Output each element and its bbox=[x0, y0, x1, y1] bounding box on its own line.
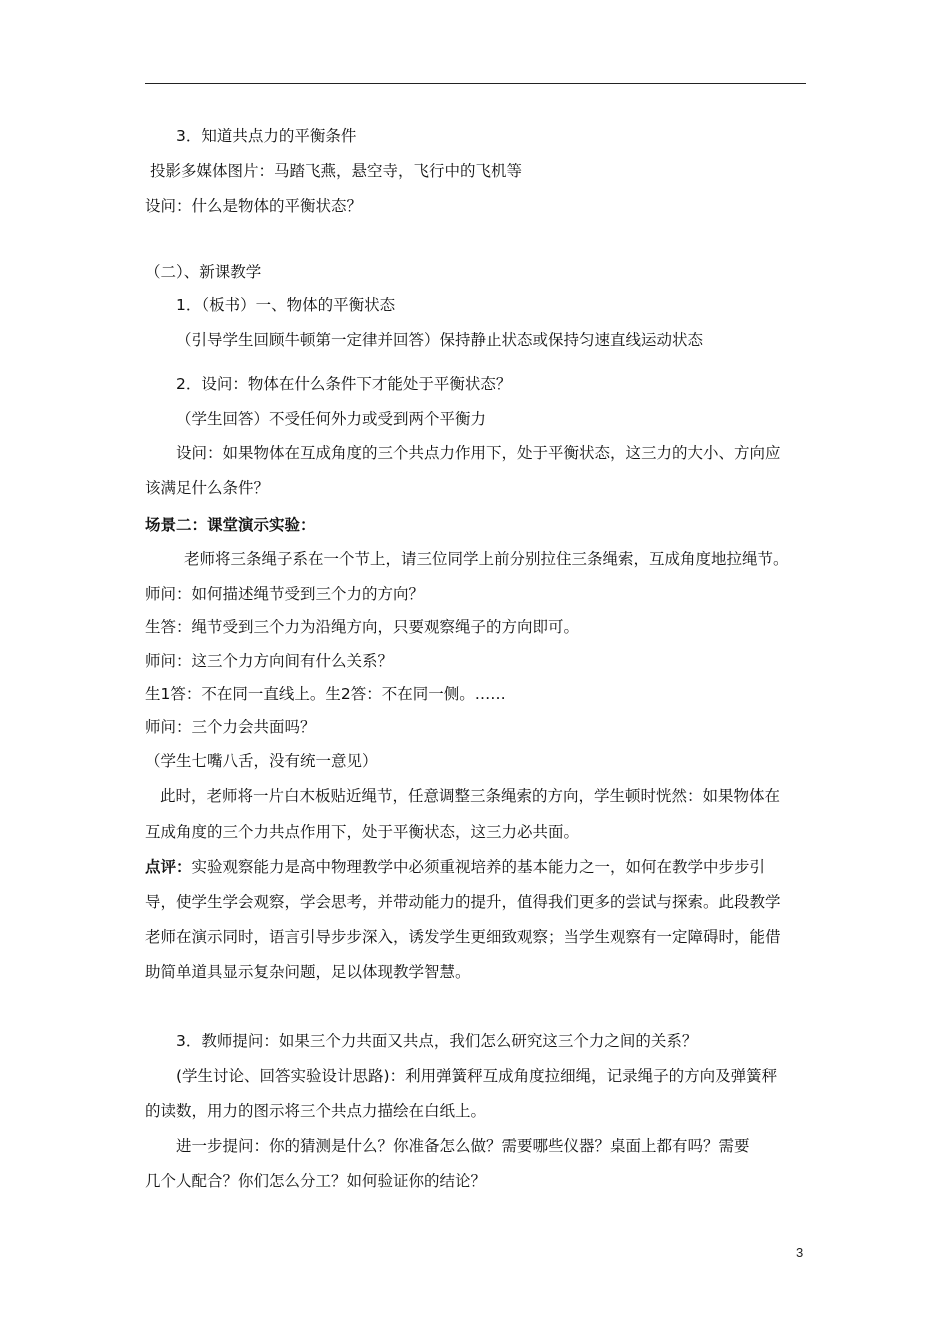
text-line: (学生讨论、回答实验设计思路)：利用弹簧秤互成角度拉细绳，记录绳子的方向及弹簧秤 bbox=[176, 1067, 778, 1085]
text-line: 进一步提问：你的猜测是什么？你准备怎么做？需要哪些仪器？桌面上都有吗？需要 bbox=[176, 1137, 750, 1155]
header-rule bbox=[145, 83, 806, 84]
dialog-line: （学生七嘴八舌，没有统一意见） bbox=[145, 752, 378, 770]
section-heading: （二）、新课教学 bbox=[145, 263, 262, 281]
comment-label: 点评： bbox=[145, 858, 192, 876]
text-line: 的读数，用力的图示将三个共点力描绘在白纸上。 bbox=[145, 1102, 487, 1120]
text-line: 1．（板书）一、物体的平衡状态 bbox=[176, 296, 396, 314]
page-number: 3 bbox=[796, 1245, 804, 1260]
text-line: 老师将三条绳子系在一个节上，请三位同学上前分别拉住三条绳索，互成角度地拉绳节。 bbox=[184, 550, 789, 568]
text-line: 该满足什么条件？ bbox=[145, 479, 270, 497]
text-line: 几个人配合？你们怎么分工？如何验证你的结论？ bbox=[145, 1172, 487, 1190]
text-line: 设问：如果物体在互成角度的三个共点力作用下，处于平衡状态，这三力的大小、方向应 bbox=[176, 444, 781, 462]
text-line: 老师在演示同时，语言引导步步深入，诱发学生更细致观察；当学生观察有一定障碍时，能借 bbox=[145, 928, 781, 946]
text-line: 3．教师提问：如果三个力共面又共点，我们怎么研究这三个力之间的关系？ bbox=[176, 1032, 698, 1050]
text-line: 设问：什么是物体的平衡状态？ bbox=[145, 197, 363, 215]
text-line: （学生回答）不受任何外力或受到两个平衡力 bbox=[176, 410, 487, 428]
dialog-line: 师问：三个力会共面吗？ bbox=[145, 718, 316, 736]
text-line: 投影多媒体图片：马踏飞燕，悬空寺，飞行中的飞机等 bbox=[150, 162, 523, 180]
dialog-line: 师问：这三个力方向间有什么关系？ bbox=[145, 652, 394, 670]
text-line: （引导学生回顾牛顿第一定律并回答）保持静止状态或保持匀速直线运动状态 bbox=[176, 331, 704, 349]
comment-text: 实验观察能力是高中物理教学中必须重视培养的基本能力之一，如何在教学中步步引 bbox=[191, 858, 766, 876]
text-line: 2．设问：物体在什么条件下才能处于平衡状态？ bbox=[176, 375, 512, 393]
comment-line bbox=[145, 857, 765, 877]
text-line: 此时，老师将一片白木板贴近绳节，任意调整三条绳索的方向，学生顿时恍然：如果物体在 bbox=[160, 787, 781, 805]
text-line: 助简单道具显示复杂问题，足以体现教学智慧。 bbox=[145, 963, 471, 981]
dialog-line: 生答：绳节受到三个力为沿绳方向，只要观察绳子的方向即可。 bbox=[145, 618, 580, 636]
dialog-line: 生1答：不在同一直线上。生2答：不在同一侧。…… bbox=[145, 685, 506, 703]
text-line: 3．知道共点力的平衡条件 bbox=[176, 127, 357, 145]
text-line: 互成角度的三个力共点作用下，处于平衡状态，这三力必共面。 bbox=[145, 823, 580, 841]
scene-heading: 场景二：课堂演示实验： bbox=[145, 516, 316, 534]
text-line: 导，使学生学会观察，学会思考，并带动能力的提升，值得我们更多的尝试与探索。此段教学 bbox=[145, 893, 781, 911]
dialog-line: 师问：如何描述绳节受到三个力的方向？ bbox=[145, 585, 425, 603]
